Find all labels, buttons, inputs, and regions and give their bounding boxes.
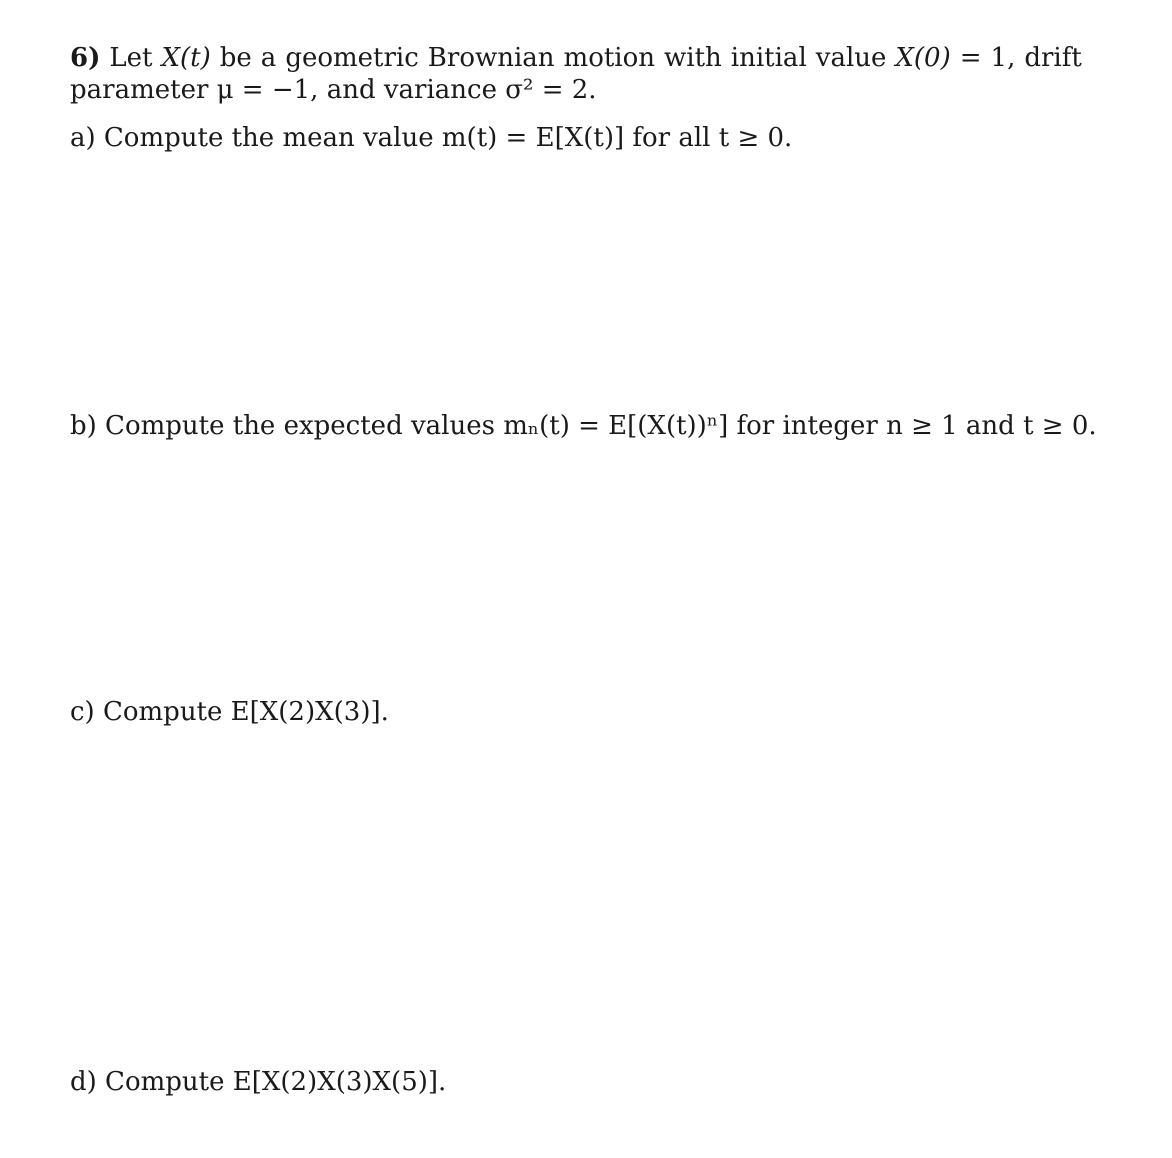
intro-word: initial (730, 43, 807, 73)
problem-number: 6) (70, 43, 101, 73)
intro-word: value (815, 43, 887, 73)
part-c-question: c) Compute E[X(2)X(3)]. (70, 697, 389, 727)
intro-word: be (219, 43, 252, 73)
part-d-question: d) Compute E[X(2)X(3)X(5)]. (70, 1067, 447, 1097)
intro-word: motion (563, 43, 656, 73)
problem-intro-line-2: parameter μ = −1, and variance σ² = 2. (70, 75, 597, 105)
part-a-question: a) Compute the mean value m(t) = E[X(t)] for all t ≥ 0. (70, 123, 793, 153)
intro-word: X(t) (161, 43, 211, 73)
intro-word: = (959, 43, 982, 73)
problem-intro (70, 42, 1082, 106)
problem-intro-line-1 (70, 42, 1082, 74)
part-b-question: b) Compute the expected values mₙ(t) = E[(X(t))ⁿ] for integer n ≥ 1 and t ≥ 0. (70, 411, 1097, 441)
intro-word: 1, (990, 43, 1016, 73)
intro-word: Brownian (427, 43, 555, 73)
intro-word: Let (109, 43, 153, 73)
intro-word: geometric (285, 43, 419, 73)
intro-word: X(0) (895, 43, 951, 73)
intro-word: a (260, 43, 277, 73)
intro-word: drift (1024, 43, 1082, 73)
intro-word: with (664, 43, 722, 73)
